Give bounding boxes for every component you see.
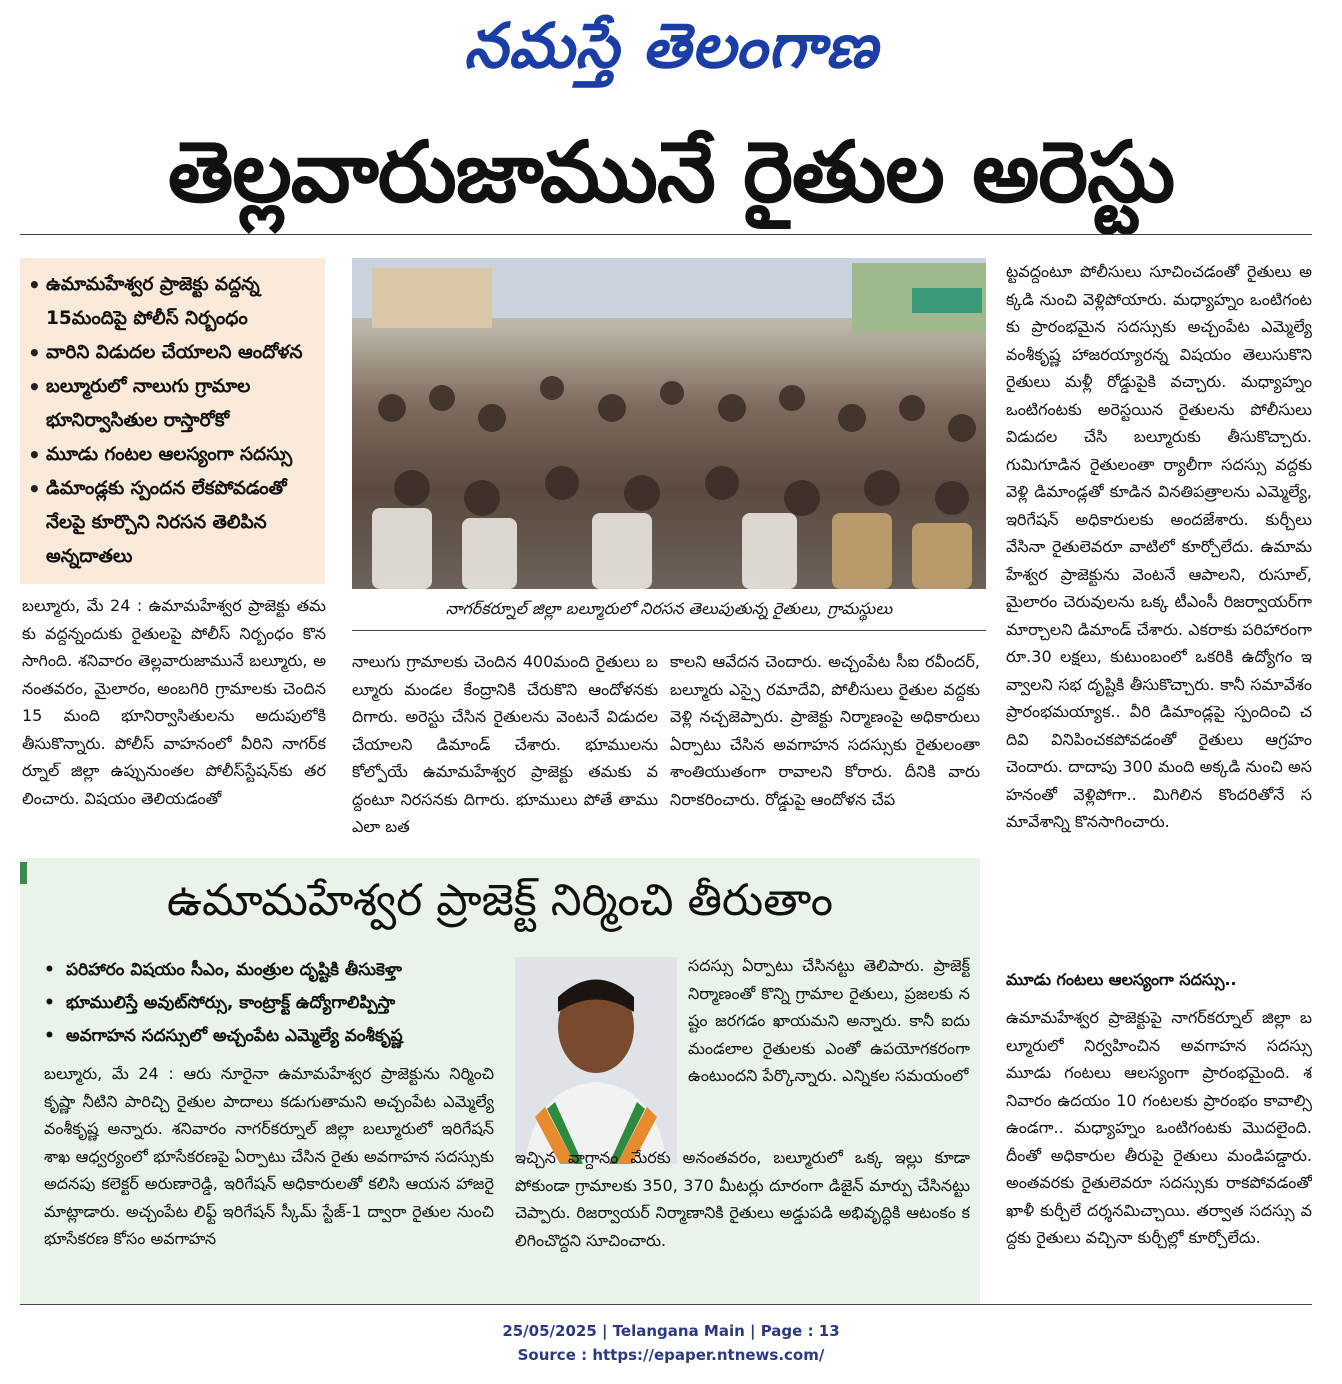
highlights-box — [20, 258, 325, 584]
story1-subhead: మూడు గంటలు ఆలస్యంగా సదస్సు.. — [1006, 970, 1237, 989]
story1-column-1: బల్మూరు, మే 24 : ఉమామహేశ్వర ప్రాజెక్టు తమకు వద్దన్నందుకు రైతులపై పోలీస్ నిర్బంధం కొనసాగింది. శనివారం తెల్లవారుజామునే బల్మూరు, అనంతవరం, మైలారం, అంబగిరి గ్రామాలకు చెందిన 15 మంది భూనిర్వాసితులను అదుపులోకి తీసుకొన్నారు. పోలీస్ వాహనంలో వీరిని నాగర్‌కర్నూల్ జిల్లా ఉప్పునుంతల పోలీస్‌స్టేషన్‌కు తరలించారు. విషయం తెలియడంతో — [22, 596, 326, 808]
highlight-item: • ఉమామహేశ్వర ప్రాజెక్టు వద్దన్న 15మందిపై పోలీస్ నిర్బంధం — [28, 273, 260, 329]
footer-source: Source : https://epaper.ntnews.com/ — [517, 1346, 825, 1364]
highlight-item: • డిమాండ్లకు స్పందన లేకపోవడంతో నేలపై కూర్చొని నిరసన తెలిపిన అన్నదాతలు — [28, 477, 287, 567]
story2-bullet: • అవగాహన సదస్సులో అచ్చంపేట ఎమ్మెల్యే వంశీకృష్ణ — [44, 1026, 403, 1046]
accent-mark — [20, 862, 27, 884]
protest-photo — [352, 258, 986, 589]
main-headline: తెల్లవారుజామునే రైతుల అరెస్టు — [167, 123, 1175, 221]
highlight-item: • బల్మూరులో నాలుగు గ్రామాల భూనిర్వాసితుల రాస్తారోకో — [28, 375, 251, 431]
footer-date-edition: 25/05/2025 | Telangana Main | Page : 13 — [502, 1322, 840, 1340]
crowd-illustration — [352, 258, 986, 589]
story2-bullet: • భూములిస్తే అవుట్‌సోర్సు, కాంట్రాక్ట్ ఉద్యోగాలిప్పిస్తా — [44, 993, 396, 1013]
caption-divider — [352, 630, 986, 631]
page-bottom-rule — [20, 1304, 1312, 1305]
story2-column-1: బల్మూరు, మే 24 : ఆరు నూరైనా ఉమామహేశ్వర ప్రాజెక్టును నిర్మించి కృష్ణా నీటిని పారిచ్చి రైతుల పాదాలు కడుగుతామని అచ్చంపేట ఎమ్మెల్యే వంశీకృష్ణ అన్నారు. శనివారం నాగర్‌కర్నూల్ జిల్లా బల్మూరులో ఇరిగేషన్ శాఖ ఆధ్వర్యంలో భూసేకరణపై ఏర్పాటు చేసిన రైతు అవగాహన సదస్సుకు అదనపు కలెక్టర్ అరుణారెడ్డి, ఇరిగేషన్ అధికారులతో కలిసి ఆయన హాజరై మాట్లాడారు. అచ్చంపేట లిఫ్ట్ ఇరిగేషన్ స్కీమ్ స్టేజ్-1 ద్వారా రైతుల నుంచి భూసేకరణ కోసం అవగాహన — [44, 1064, 494, 1248]
story2-column-2a: సదస్సు ఏర్పాటు చేసినట్టు తెలిపారు. ప్రాజెక్ట్ నిర్మాణంతో కొన్ని గ్రామాల రైతులు, ప్రజలకు నష్టం జరగడం ఖాయమని అన్నారు. కానీ ఐదు మండలాల రైతులకు ఎంతో ఉపయోగకరంగా ఉంటుందని పేర్కొన్నారు. ఎన్నికల సమయంలో — [688, 956, 970, 1085]
story2-headline: ఉమామహేశ్వర ప్రాజెక్ట్ నిర్మించి తీరుతాం — [166, 875, 834, 926]
masthead-logo: నమస్తే తెలంగాణ — [463, 9, 879, 82]
story2-column-2b: ఇచ్చిన వాగ్దానం మేరకు అనంతవరం, బల్మూరులో ఒక్క ఇల్లు కూడా పోకుండా గ్రామాలకు 350, 370 మీటర్లు దూరంగా డిజైన్ మార్పు చేసినట్టు చెప్పారు. రిజర్వాయర్ నిర్మాణానికి రైతులు అడ్డుపడి అభివృద్ధికి ఆటంకం కలిగించొద్దని సూచించారు. — [515, 1148, 970, 1250]
story1-column-4: ట్టవద్దంటూ పోలీసులు సూచించడంతో రైతులు అక్కడి నుంచి వెళ్లిపోయారు. మధ్యాహ్నం ఒంటిగంటకు ప్రారంభమైన సదస్సుకు అచ్చంపేట ఎమ్మెల్యే వంశీకృష్ణ హాజరయ్యారన్న విషయం తెలుసుకొని రైతులు మళ్లీ రోడ్డుపైకి వచ్చారు. మధ్యాహ్నం ఒంటిగంటకు అరెస్టయిన రైతులను పోలీసులు విడుదల చేసి బల్మూరుకు తీసుకొచ్చారు. గుమిగూడిన రైతులంతా ర్యాలీగా సదస్సు వద్దకు వెళ్లి డిమాండ్లతో కూడిన వినతిపత్రాలను ఎమ్మెల్యే, ఇరిగేషన్ అధికారులకు అందజేశారు. కుర్చీలు వేసినా రైతులెవరూ వాటిలో కూర్చోలేదు. ఉమామహేశ్వర ప్రాజెక్టును వెంటనే ఆపాలని, రుసూల్, మైలారం చెరువులను ఒక్క టీఎంసీ రిజర్వాయర్‌గా మార్చాలని డిమాండ్ చేశారు. ఎకరాకు పరిహారంగా రూ.30 లక్షలు, కుటుంబంలో ఒకరికి ఉద్యోగం ఇవ్వాలని సభ దృష్టికి తీసుకొచ్చారు. కానీ సమావేశం ప్రారంభమయ్యాక.. వీరి డిమాండ్లపై స్పందించి చదివి వినిపించకపోవడంతో రైతులు ఆగ్రహం చెందారు. దాదాపు 300 మంది అక్కడి నుంచి అసహనంతో వెళ్లిపోగా.. మిగిలిన కొందరితోనే సమావేశాన్ని కొనసాగించారు. — [1006, 262, 1312, 831]
story2-bullet: • పరిహారం విషయం సీఎం, మంత్రుల దృష్టికి తీసుకెళ్తా — [44, 960, 402, 980]
story2-bullets — [44, 954, 504, 1053]
story1-column-2: నాలుగు గ్రామాలకు చెందిన 400మంది రైతులు బల్మూరు మండల కేంద్రానికి చేరుకొని ఆందోళనకు దిగారు. అరెస్టు చేసిన రైతులను వెంటనే విడుదల చేయాలని డిమాండ్ చేశారు. భూములను కోల్పోయే ఉమామహేశ్వర ప్రాజెక్టు తమకు వద్దంటూ నిరసనకు దిగారు. భూములు పోతే తాము ఎలా బత — [352, 652, 658, 836]
portrait-illustration — [515, 957, 677, 1164]
mla-portrait — [515, 957, 677, 1164]
highlight-item: • వారిని విడుదల చేయాలని ఆందోళన — [28, 341, 303, 365]
headline-divider — [20, 234, 1312, 235]
story1-column-3: కాలని ఆవేదన చెందారు. అచ్చంపేట సీఐ రవీందర్, బల్మూరు ఎస్సై రమాదేవి, పోలీసులు రైతుల వద్దకు వెళ్లి నచ్చజెప్పారు. ప్రాజెక్టు నిర్మాణంపై అధికారులు ఏర్పాటు చేసిన అవగాహన సదస్సుకు రైతులంతా శాంతియుతంగా రావాలని కోరారు. దీనికి వారు నిరాకరించారు. రోడ్డుపై ఆందోళన చేప — [670, 652, 980, 809]
photo-caption: నాగర్‌కర్నూల్ జిల్లా బల్మూరులో నిరసన తెలుపుతున్న రైతులు, గ్రామస్థులు — [445, 599, 893, 618]
story1-column-4b: ఉమామహేశ్వర ప్రాజెక్టుపై నాగర్‌కర్నూల్ జిల్లా బల్మూరులో నిర్వహించిన అవగాహన సదస్సు మూడు గంటలు ఆలస్యంగా ప్రారంభమైంది. శనివారం ఉదయం 10 గంటలకు ప్రారంభం కావాల్సి ఉండగా.. మధ్యాహ్నం ఒంటిగంటకు మొదలైంది. దీంతో అధికారుల తీరుపై రైతులు మండిపడ్డారు. అంతవరకు రైతులెవరూ సదస్సుకు రాకపోవడంతో ఖాళీ కుర్చీలే దర్శనమిచ్చాయి. తర్వాత సదస్సు వద్దకు రైతులు వచ్చినా కుర్చీల్లో కూర్చోలేదు. — [1006, 1008, 1312, 1247]
highlight-item: • మూడు గంటల ఆలస్యంగా సదస్సు — [28, 443, 293, 467]
